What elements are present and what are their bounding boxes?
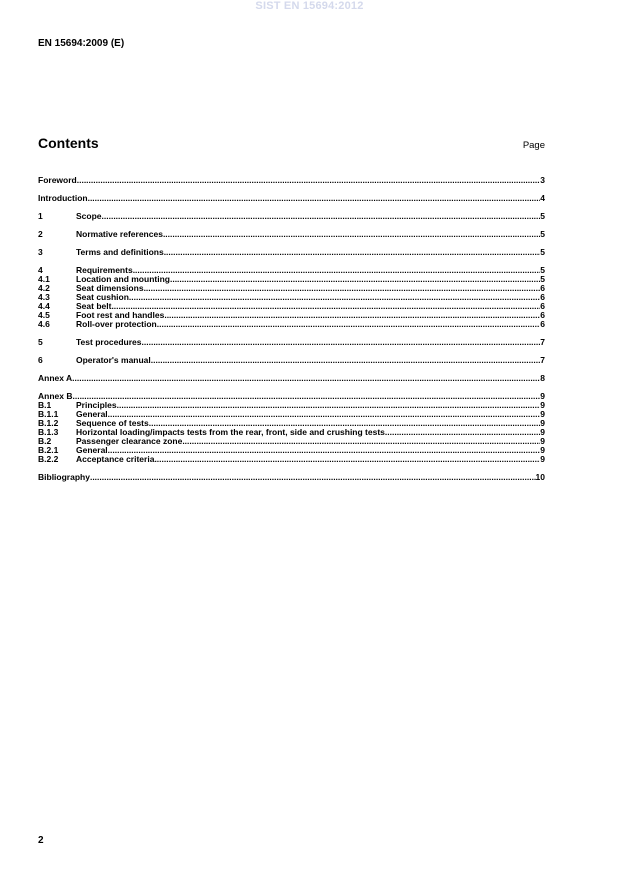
- toc-entry[interactable]: [38, 248, 545, 257]
- toc-dot-leader: [385, 428, 540, 437]
- toc-entry[interactable]: [38, 356, 545, 365]
- toc-entry-title: Terms and definitions: [76, 247, 164, 257]
- toc-entry-page: 7: [540, 337, 545, 347]
- toc-entry-page: 5: [540, 229, 545, 239]
- toc-entry[interactable]: [38, 194, 545, 203]
- toc-dot-leader: [111, 302, 540, 311]
- toc-entry-page: 6: [540, 319, 545, 329]
- toc-entry-number: B.1.2: [38, 418, 59, 428]
- toc-entry-title: Seat belt: [76, 301, 112, 311]
- toc-entry-page: 9: [540, 454, 545, 464]
- toc-dot-leader: [142, 338, 541, 347]
- toc-entry-number: 6: [38, 355, 43, 365]
- toc-entry-page: 5: [540, 211, 545, 221]
- toc-dot-leader: [170, 275, 540, 284]
- toc-entry-number: B.1.1: [38, 409, 59, 419]
- toc-dot-leader: [154, 455, 540, 464]
- toc-entry-number: 1: [38, 211, 43, 221]
- toc-entry-number: 5: [38, 337, 43, 347]
- toc-entry-title: Foreword: [38, 175, 77, 185]
- contents-title: Contents: [38, 135, 99, 151]
- toc-entry[interactable]: [38, 401, 545, 410]
- toc-entry-title: Seat dimensions: [76, 283, 144, 293]
- toc-dot-leader: [108, 446, 541, 455]
- toc-entry-page: 9: [540, 445, 545, 455]
- toc-entry-number: 4.6: [38, 319, 50, 329]
- toc-dot-leader: [163, 230, 540, 239]
- toc-dot-leader: [90, 473, 536, 482]
- toc-entry-title: Roll-over protection: [76, 319, 157, 329]
- toc-entry-page: 7: [540, 355, 545, 365]
- toc-entry-title: Bibliography: [38, 472, 90, 482]
- toc-entry[interactable]: [38, 176, 545, 185]
- toc-entry-number: B.2.2: [38, 454, 59, 464]
- toc-dot-leader: [88, 194, 541, 203]
- toc-entry[interactable]: [38, 437, 545, 446]
- toc-entry-page: 8: [540, 373, 545, 383]
- toc-entry[interactable]: [38, 374, 545, 383]
- toc-entry-number: B.2: [38, 436, 52, 446]
- toc-entry-number: 4.1: [38, 274, 50, 284]
- toc-entry-title: General: [76, 409, 108, 419]
- toc-entry[interactable]: [38, 320, 545, 329]
- toc-entry-title: Seat cushion: [76, 292, 129, 302]
- toc-entry-page: 6: [540, 310, 545, 320]
- toc-dot-leader: [77, 176, 541, 185]
- toc-dot-leader: [182, 437, 540, 446]
- toc-dot-leader: [164, 248, 541, 257]
- toc-entry-number: 3: [38, 247, 43, 257]
- toc-dot-leader: [144, 284, 541, 293]
- toc-entry-page: 10: [535, 472, 545, 482]
- toc-entry-page: 9: [540, 418, 545, 428]
- toc-entry-title: Location and mounting: [76, 274, 170, 284]
- toc-entry-title: Principles: [76, 400, 117, 410]
- toc-entry-page: 5: [540, 274, 545, 284]
- toc-entry-title: Sequence of tests: [76, 418, 149, 428]
- toc-dot-leader: [164, 311, 540, 320]
- toc-entry-title: Operator's manual: [76, 355, 151, 365]
- toc-entry-number: B.1.3: [38, 427, 59, 437]
- toc-entry-page: 9: [540, 436, 545, 446]
- page-number: 2: [38, 835, 44, 846]
- toc-entry-number: 4.3: [38, 292, 50, 302]
- toc-dot-leader: [129, 293, 540, 302]
- toc-entry-title: Acceptance criteria: [76, 454, 155, 464]
- toc-entry-page: 6: [540, 292, 545, 302]
- toc-dot-leader: [72, 374, 540, 383]
- toc-entry-number: 4.2: [38, 283, 50, 293]
- toc-entry-title: Annex A: [38, 373, 73, 383]
- toc-entry-page: 9: [540, 409, 545, 419]
- toc-entry-page: 6: [540, 283, 545, 293]
- toc-entry-page: 6: [540, 301, 545, 311]
- toc-dot-leader: [133, 266, 541, 275]
- document-id: EN 15694:2009 (E): [38, 38, 125, 49]
- toc-entry-title: Foot rest and handles: [76, 310, 165, 320]
- toc-entry[interactable]: [38, 473, 545, 482]
- toc-entry[interactable]: [38, 455, 545, 464]
- watermark: SIST EN 15694:2012: [255, 0, 364, 12]
- toc-dot-leader: [102, 212, 541, 221]
- toc-entry-number: 4.5: [38, 310, 50, 320]
- toc-entry-number: 4: [38, 265, 43, 275]
- toc-entry-page: 5: [540, 247, 545, 257]
- toc-entry-number: 2: [38, 229, 43, 239]
- toc-entry[interactable]: [38, 293, 545, 302]
- toc-entry-page: 9: [540, 400, 545, 410]
- toc-entry-title: Horizontal loading/impacts tests from the rear, front, side and crushing tests: [76, 427, 385, 437]
- toc-entry[interactable]: [38, 230, 545, 239]
- toc-entry-title: Passenger clearance zone: [76, 436, 183, 446]
- toc-entry-number: 4.4: [38, 301, 50, 311]
- toc-dot-leader: [108, 410, 541, 419]
- toc-entry-number: B.1: [38, 400, 52, 410]
- toc-dot-leader: [151, 356, 541, 365]
- toc-entry-title: General: [76, 445, 108, 455]
- toc-entry-page: 4: [540, 193, 545, 203]
- toc-entry-page: 9: [540, 427, 545, 437]
- toc-entry-title: Introduction: [38, 193, 88, 203]
- toc-dot-leader: [72, 392, 540, 401]
- toc-entry-page: 5: [540, 265, 545, 275]
- toc-dot-leader: [117, 401, 541, 410]
- toc-entry-title: Scope: [76, 211, 102, 221]
- toc-entry-title: Normative references: [76, 229, 163, 239]
- toc-entry-number: B.2.1: [38, 445, 59, 455]
- toc-entry-page: 3: [540, 175, 545, 185]
- toc-entry-title: Test procedures: [76, 337, 142, 347]
- toc-entry-page: 9: [540, 391, 545, 401]
- page-column-label: Page: [522, 140, 545, 151]
- toc-entry-title: Requirements: [76, 265, 133, 275]
- table-of-contents: [38, 176, 545, 482]
- toc-entry[interactable]: [38, 338, 545, 347]
- toc-dot-leader: [157, 320, 541, 329]
- toc-entry[interactable]: [38, 212, 545, 221]
- toc-entry-title: Annex B: [38, 391, 73, 401]
